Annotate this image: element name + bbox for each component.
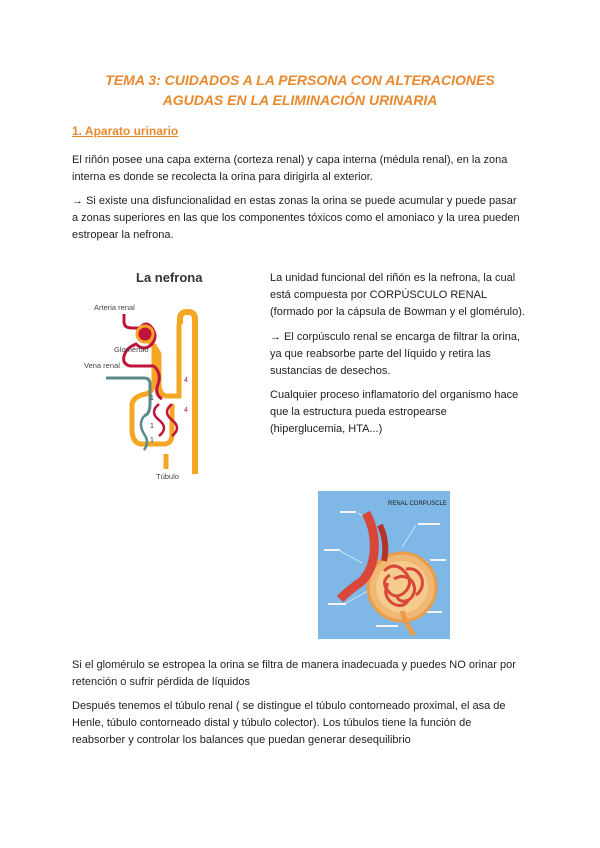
intro-line: El riñón posee una capa externa (corteza renal) y capa interna (médula renal), en la zona [72,154,508,166]
inflammation-text [270,387,560,438]
filter-text-line: → El corpúsculo renal se encarga de filtrar la orina, [270,331,521,343]
nephron-text-line: (formado por la cápsula de Bowman y el glomérulo). [270,306,525,318]
glomerulus-paragraph [72,657,542,691]
nephron-text-line: está compuesta por CORPÚSCULO RENAL [270,289,488,301]
nephron-diagram-title: La nefrona [136,270,203,285]
inflammation-text-line: que la estructura pueda estropearse [270,406,447,418]
tubule-paragraph [72,698,542,749]
nephron-text [270,270,560,321]
inflammation-text-line: Cualquier proceso inflamatorio del organismo hace [270,389,519,401]
filter-text-line: ya que reabsorbe parte del líquido y retira las [270,348,491,360]
glomerulus-label: Glomérulo [114,345,149,354]
tubule-line: Después tenemos el túbulo renal ( se distingue el túbulo contorneado proximal, el asa de [72,700,506,712]
corpuscle-figure-title: RENAL CORPUSCLE [388,501,447,507]
tubule-line: Henle, túbulo contorneado distal y túbulo colector). Los túbulos tiene la función de [72,717,472,729]
title-line-1: TEMA 3: CUIDADOS A LA PERSONA CON ALTERACIONES [105,72,495,88]
capillary [154,404,164,436]
inflammation-text-line: (hiperglucemia, HTA...) [270,423,383,435]
tubule-label: Túbulo [156,472,179,481]
dysfunction-paragraph [72,193,542,244]
glomerulus-line: retención o sufrir pérdida de líquidos [72,676,250,688]
intro-line: interna es donde se recolecta la orina para dirigirla al exterior. [72,171,373,183]
filter-text-line: sustancias de desechos. [270,365,391,377]
collecting-duct [180,312,195,474]
vein-label: Vena renal [84,361,120,370]
dysfunction-line: estropear la nefrona. [72,229,174,241]
glomerulus-line: Si el glomérulo se estropea la orina se filtra de manera inadecuada y puedes NO orinar por [72,659,516,671]
glomerulus [137,326,153,342]
artery-label: Arteria renal [94,303,135,312]
number-label: 1 [150,423,154,430]
number-label: 4 [184,377,188,384]
number-label: 4 [184,407,188,414]
number-label: 1 [150,437,154,444]
tubule-line: reabsorber y controlar los balances que puedan generar desequilibrio [72,734,411,746]
renal-artery [124,314,140,328]
section-heading: 1. Aparato urinario [72,124,179,138]
page-title [60,70,540,110]
dysfunction-line: → Si existe una disfuncionalidad en estas zonas la orina se puede acumular y puede pasar [72,195,517,207]
title-line-2: AGUDAS EN LA ELIMINACIÓN URINARIA [162,92,438,108]
nephron-text-line: La unidad funcional del riñón es la nefrona, la cual [270,272,516,284]
filter-text [270,329,560,380]
number-label: 1 [150,395,154,402]
intro-paragraph [72,152,542,186]
dysfunction-line: a zonas superiores en las que los componentes tóxicos como el amoniaco y la urea pueden [72,212,520,224]
nephron-diagram [84,264,254,484]
renal-corpuscle-figure [318,491,450,639]
